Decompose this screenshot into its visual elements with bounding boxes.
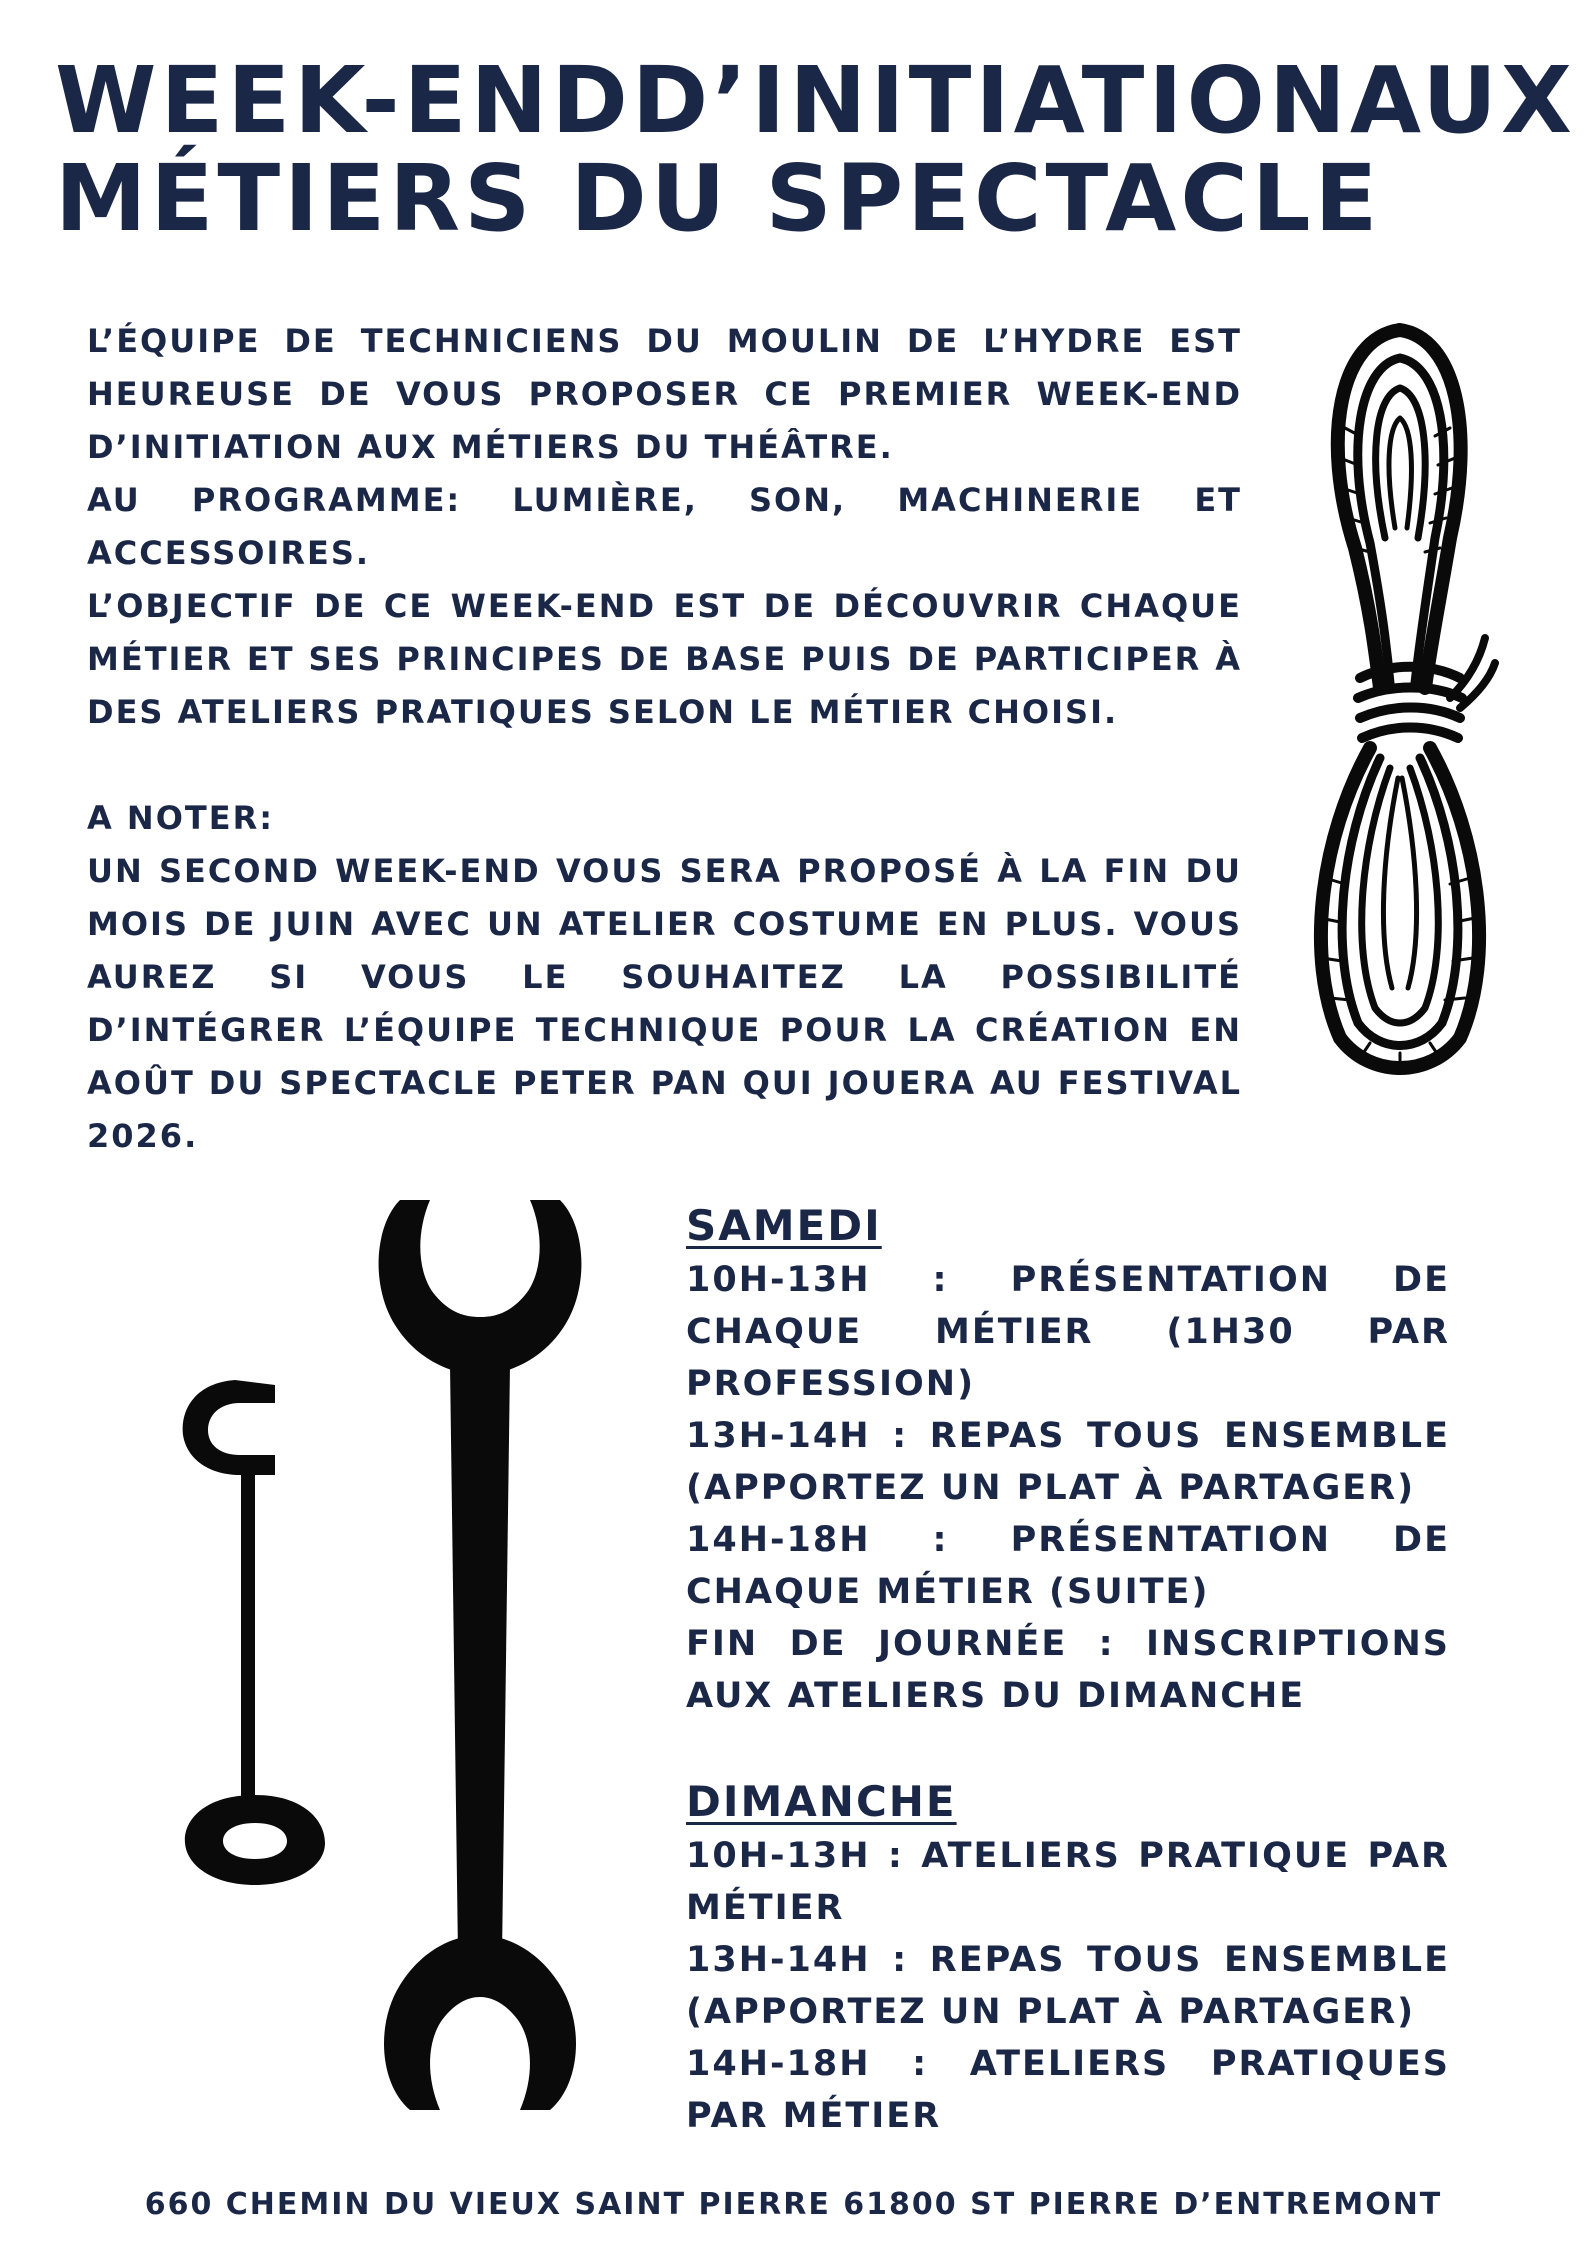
large-wrench-icon — [370, 1195, 590, 2115]
intro-section — [87, 315, 1242, 1163]
intro-spacer — [87, 739, 1242, 792]
saturday-title: SAMEDI — [686, 1201, 882, 1250]
schedule-section — [686, 1198, 1450, 2142]
schedule-item: 10H-13H : PRÉSENTATION DE CHAQUE MÉTIER (1H30 PAR PROFESSION) — [686, 1260, 1450, 1404]
schedule-item: 14H-18H : PRÉSENTATION DE CHAQUE MÉTIER (SUITE) — [686, 1520, 1450, 1612]
title-word: WEEK-END — [55, 47, 632, 154]
title-word: AUX — [1349, 47, 1576, 154]
saturday-list — [686, 1254, 1450, 1722]
intro-paragraph-objective: L’OBJECTIF DE CE WEEK-END EST DE DÉCOUVRIR CHAQUE MÉTIER ET SES PRINCIPES DE BASE PUIS DE PARTICIPER À DES ATELIERS PRATIQUES SELON LE MÉTIER CHOISI. — [87, 587, 1242, 731]
schedule-item: FIN DE JOURNÉE : INSCRIPTIONS AUX ATELIERS DU DIMANCHE — [686, 1624, 1450, 1716]
intro-paragraph-program: AU PROGRAMME: LUMIÈRE, SON, MACHINERIE ET ACCESSOIRES. — [87, 481, 1242, 572]
schedule-spacer — [686, 1722, 1450, 1774]
title-line-1 — [55, 47, 1576, 154]
schedule-item: 13H-14H : REPAS TOUS ENSEMBLE (APPORTEZ UN PLAT À PARTAGER) — [686, 1940, 1450, 2032]
sunday-list — [686, 1830, 1450, 2142]
note-text: UN SECOND WEEK-END VOUS SERA PROPOSÉ À LA FIN DU MOIS DE JUIN AVEC UN ATELIER COSTUME EN PLUS. VOUS AUREZ SI VOUS LE SOUHAITEZ LA POSSIBILITÉ D’INTÉGRER L’ÉQUIPE TECHNIQUE POUR LA CRÉATION EN AOÛT DU SPECTACLE PETER PAN QUI JOUERA AU FESTIVAL 2026. — [87, 852, 1242, 1155]
title-word: D’INITIATION — [631, 47, 1350, 154]
note-label: A NOTER: — [87, 799, 275, 837]
page-title — [55, 47, 1576, 252]
title-line-2: MÉTIERS DU SPECTACLE — [55, 145, 1382, 252]
intro-paragraph-team: L’ÉQUIPE DE TECHNICIENS DU MOULIN DE L’HYDRE EST HEUREUSE DE VOUS PROPOSER CE PREMIER WEEK-END D’INITIATION AUX MÉTIERS DU THÉÂTRE. — [87, 322, 1242, 466]
schedule-item: 10H-13H : ATELIERS PRATIQUE PAR MÉTIER — [686, 1836, 1450, 1928]
schedule-item: 14H-18H : ATELIERS PRATIQUES PAR MÉTIER — [686, 2044, 1450, 2136]
address-footer: 660 CHEMIN DU VIEUX SAINT PIERRE 61800 ST PIERRE D’ENTREMONT — [144, 2187, 1443, 2222]
rope-icon — [1300, 318, 1500, 1088]
schedule-item: 13H-14H : REPAS TOUS ENSEMBLE (APPORTEZ UN PLAT À PARTAGER) — [686, 1416, 1450, 1508]
small-wrench-icon — [175, 1375, 335, 1895]
sunday-title: DIMANCHE — [686, 1777, 957, 1826]
